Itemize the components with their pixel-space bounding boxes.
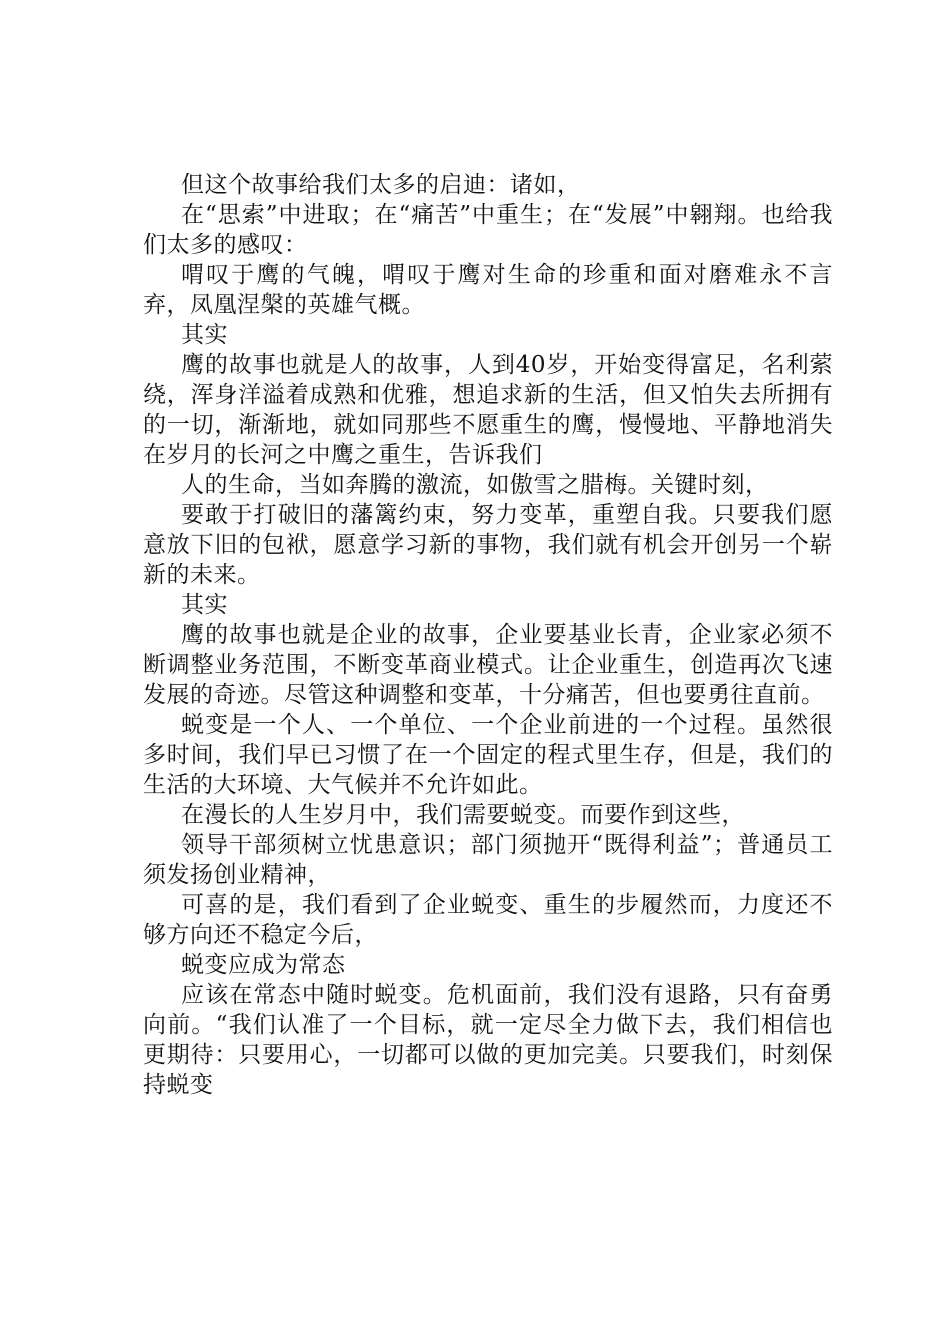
paragraph: 其实: [181, 592, 228, 618]
paragraph: 蜕变是一个人、一个单位、一个企业前进的一个过程。虽然很多时间，我们早已习惯了在一个固定的程式里生存，但是，我们的生活的大环境、大气候并不允许如此。: [143, 712, 833, 798]
paragraph: 鹰的故事也就是企业的故事，企业要基业长青，企业家必须不断调整业务范围，不断变革商业模式。让企业重生，创造再次飞速发展的奇迹。尽管这种调整和变革，十分痛苦，但也要勇往直前。: [143, 622, 833, 708]
paragraph: 喟叹于鹰的气魄，喟叹于鹰对生命的珍重和面对磨难永不言弃，凤凰涅槃的英雄气概。: [143, 262, 833, 318]
paragraph: 领导干部须树立忧患意识；部门须抛开“既得利益”；普通员工须发扬创业精神，: [143, 832, 833, 888]
paragraph: 其实: [181, 322, 228, 348]
paragraph: 蜕变应成为常态: [181, 952, 346, 978]
paragraph: 人的生命，当如奔腾的激流，如傲雪之腊梅。关键时刻，: [181, 472, 769, 498]
paragraph: 在漫长的人生岁月中，我们需要蜕变。而要作到这些，: [181, 802, 745, 828]
paragraph: 在“思索”中进取；在“痛苦”中重生；在“发展”中翱翔。也给我们太多的感叹：: [143, 202, 833, 258]
paragraph: 要敢于打破旧的藩篱约束，努力变革，重塑自我。只要我们愿意放下旧的包袱，愿意学习新的事物，我们就有机会开创另一个崭新的未来。: [143, 502, 833, 588]
paragraph: 鹰的故事也就是人的故事，人到40岁，开始变得富足，名利萦绕，浑身洋溢着成熟和优雅，想追求新的生活，但又怕失去所拥有的一切，渐渐地，就如同那些不愿重生的鹰，慢慢地、平静地消失在岁月的长河之中鹰之重生，告诉我们: [143, 352, 833, 468]
document-body: [143, 170, 833, 1100]
paragraph: 但这个故事给我们太多的启迪：诸如，: [181, 172, 581, 198]
paragraph: 应该在常态中随时蜕变。危机面前，我们没有退路，只有奋勇向前。“我们认准了一个目标，就一定尽全力做下去，我们相信也更期待：只要用心，一切都可以做的更加完美。只要我们，时刻保持蜕变: [143, 982, 833, 1098]
paragraph: 可喜的是，我们看到了企业蜕变、重生的步履然而，力度还不够方向还不稳定今后，: [143, 892, 833, 948]
